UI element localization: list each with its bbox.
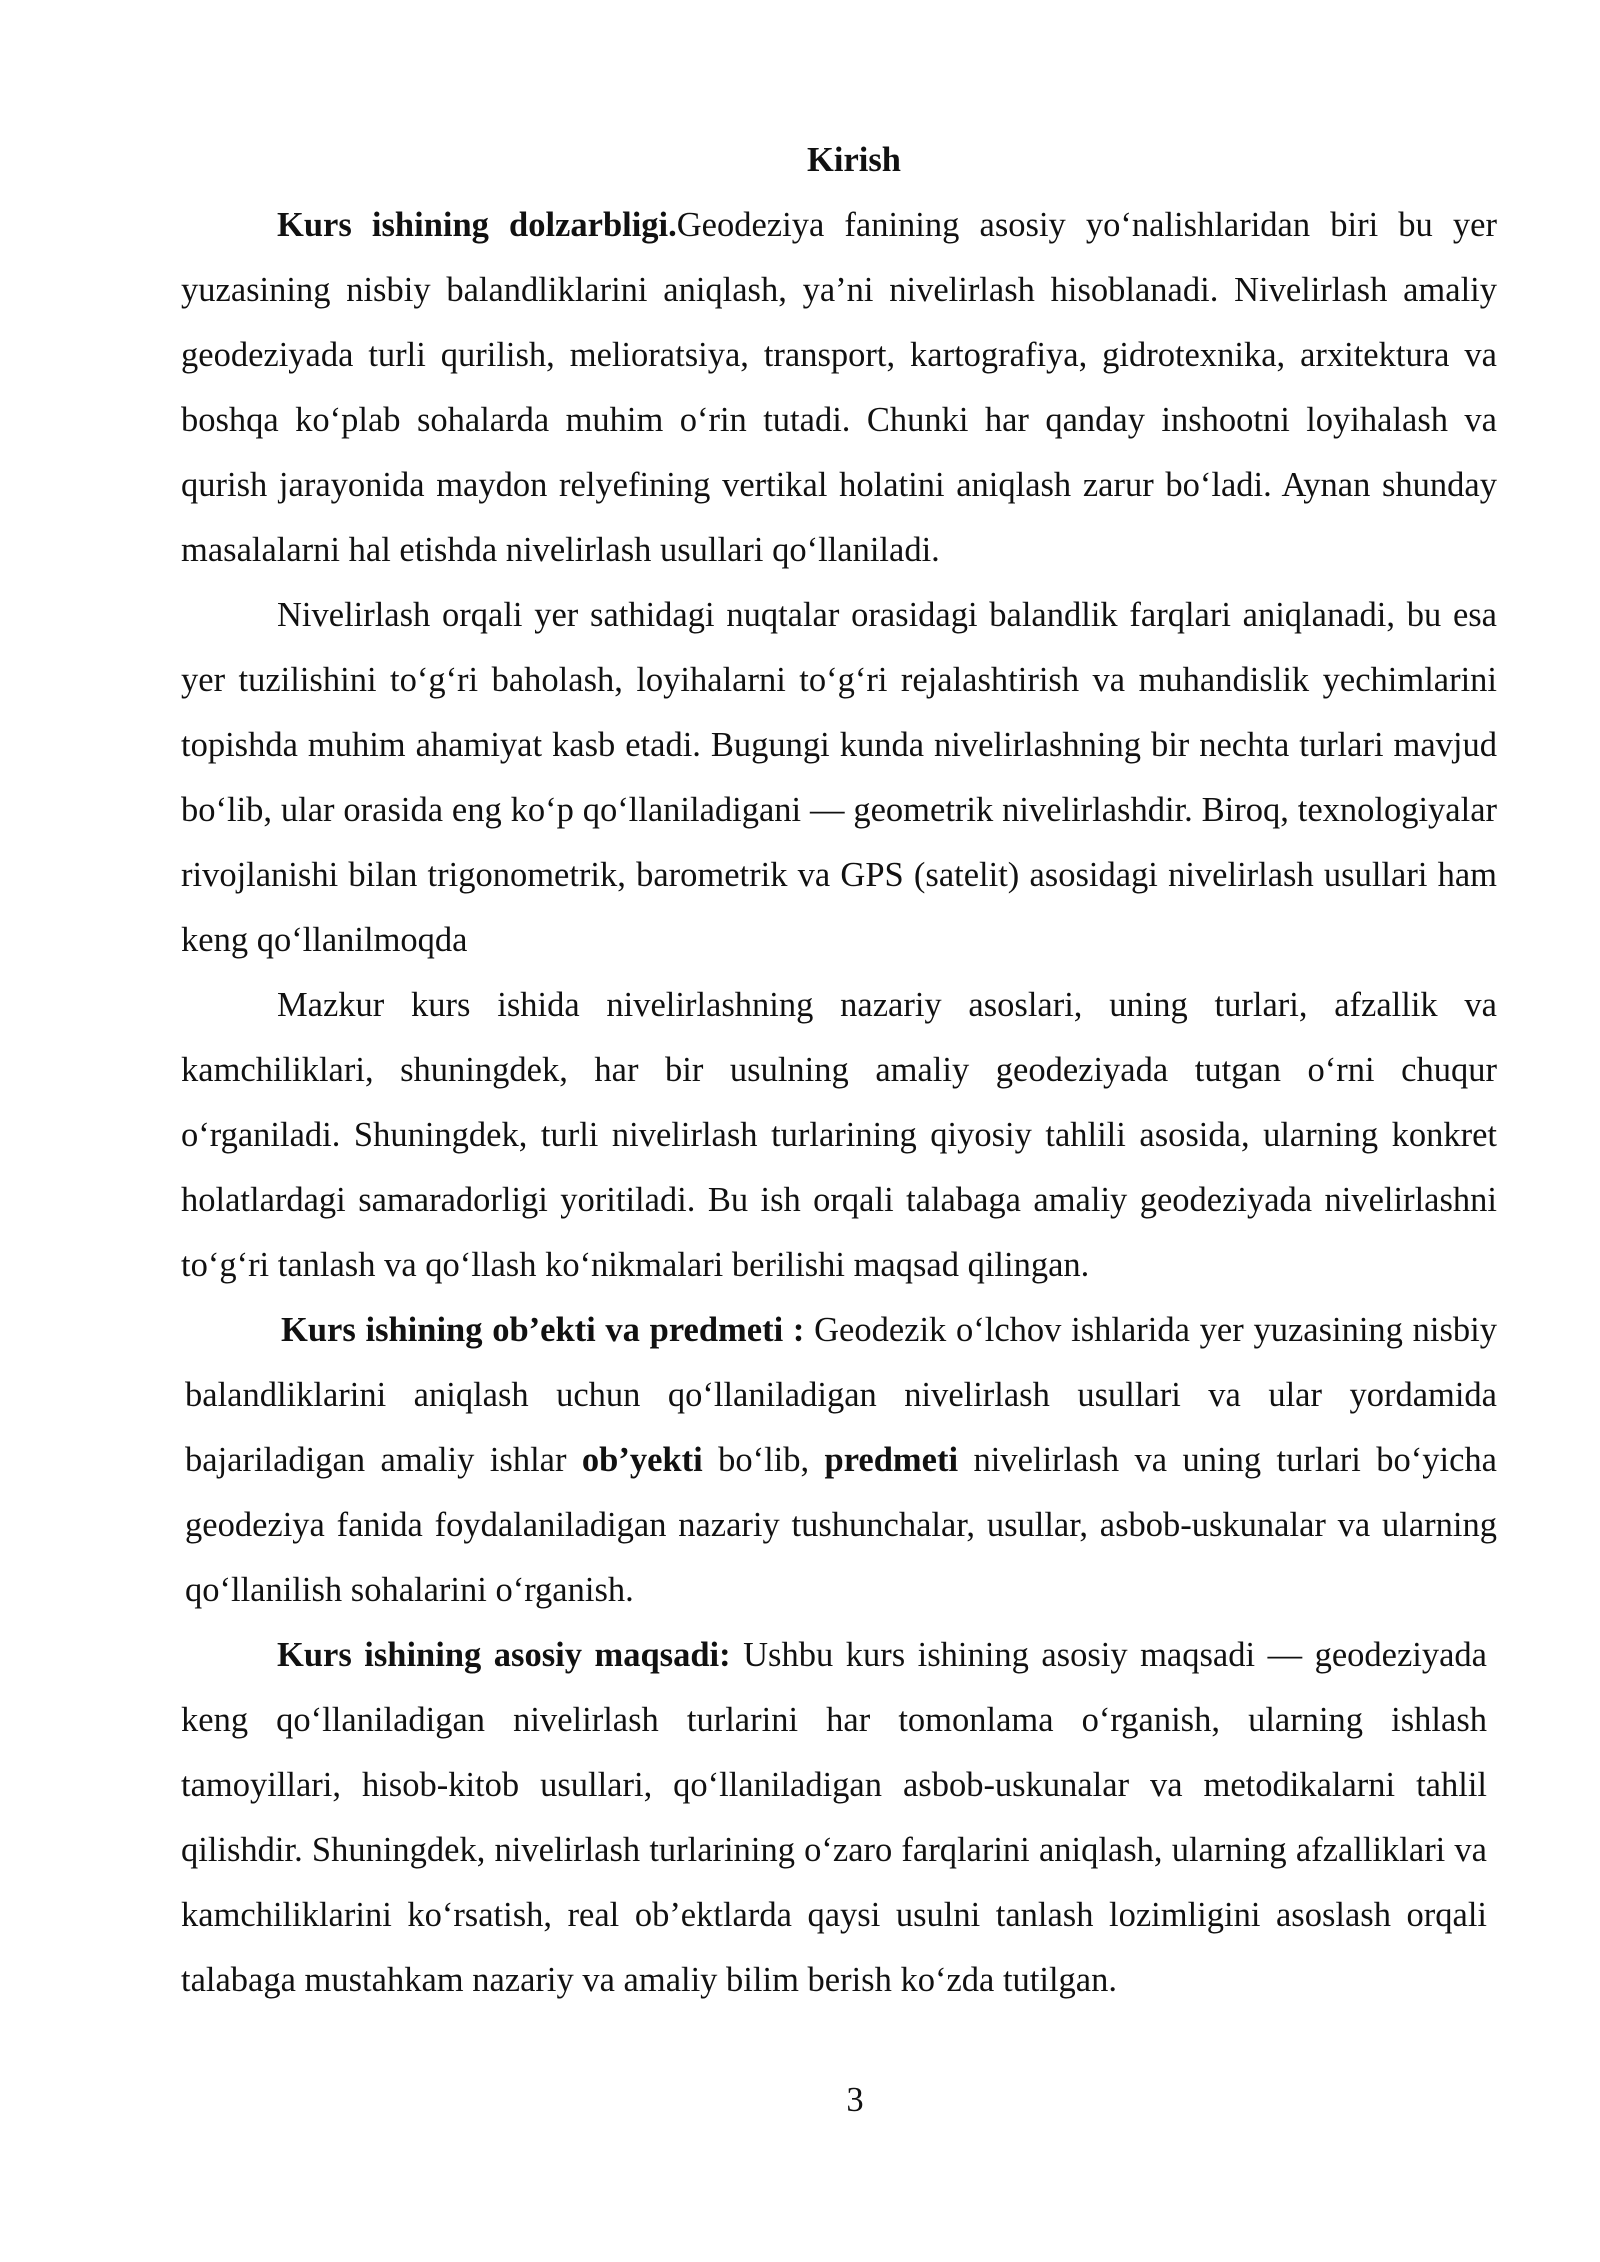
bold-term-object: ob’yekti bbox=[581, 1441, 703, 1479]
paragraph-object-subject bbox=[181, 1298, 1497, 1623]
paragraph-main-goal bbox=[181, 1623, 1487, 2013]
paragraph-text: Geodezik o‘lchov ishlarida yer yuzasining nisbiy balandliklarini aniqlash uchun qo‘llaniladigan nivelirlash usullari va ular yordamida bajariladigan amaliy ishlar bbox=[185, 1311, 1497, 1479]
page-content bbox=[181, 128, 1497, 2013]
paragraph-text: bo‘lib, bbox=[702, 1441, 825, 1479]
paragraph-text: Mazkur kurs ishida nivelirlashning nazariy asoslari, uning turlari, afzallik va kamchiliklari, shuningdek, har bir usulning amaliy geodeziyada tutgan o‘rni chuqur o‘rganiladi. Shuningdek, turli nivelirlash turlarining qiyosiy tahlili asosida, ularning konkret holatlardagi samaradorligi yoritiladi. Bu ish orqali talabaga amaliy geodeziyada nivelirlashni to‘g‘ri tanlash va qo‘llash ko‘nikmalari berilishi maqsad qilingan. bbox=[181, 986, 1497, 1284]
paragraph-relevance bbox=[181, 193, 1497, 583]
paragraph-text: Geodeziya fanining asosiy yo‘nalishlaridan biri bu yer yuzasining nisbiy balandliklarini aniqlash, ya’ni nivelirlash hisoblanadi. Nivelirlash amaliy geodeziyada turli qurilish, melioratsiya, transport, kartografiya, gidrotexnika, arxitektura va boshqa ko‘plab sohalarda muhim o‘rin tutadi. Chunki har qanday inshootni loyihalash va qurish jarayonida maydon relyefining vertikal holatini aniqlash zarur bo‘ladi. Aynan shunday masalalarni hal etishda nivelirlash usullari qo‘llaniladi. bbox=[181, 206, 1497, 569]
paragraph-text: Nivelirlash orqali yer sathidagi nuqtalar orasidagi balandlik farqlari aniqlanadi, bu esa yer tuzilishini to‘g‘ri baholash, loyihalarni to‘g‘ri rejalashtirish va muhandislik yechimlarini topishda muhim ahamiyat kasb etadi. Bugungi kunda nivelirlashning bir nechta turlari mavjud bo‘lib, ular orasida eng ko‘p qo‘llaniladigani — geometrik nivelirlashdir. Biroq, texnologiyalar rivojlanishi bilan trigonometrik, barometrik va GPS (satelit) asosidagi nivelirlash usullari ham keng qo‘llanilmoqda bbox=[181, 596, 1497, 959]
paragraph-leveling-methods bbox=[181, 583, 1497, 973]
paragraph-course-scope bbox=[181, 973, 1497, 1298]
paragraph-heading: Kurs ishining dolzarbligi. bbox=[277, 206, 677, 244]
paragraph-heading: Kurs ishining ob’ekti va predmeti : bbox=[281, 1311, 805, 1349]
paragraph-text: nivelirlash va uning turlari bo‘yicha geodeziya fanida foydalaniladigan nazariy tushunchalar, usullar, asbob-uskunalar va ularning qo‘llanilish sohalarini o‘rganish. bbox=[185, 1441, 1497, 1609]
page-number: 3 bbox=[846, 2081, 864, 2119]
paragraph-text: Ushbu kurs ishining asosiy maqsadi — geodeziyada keng qo‘llaniladigan nivelirlash turlarini har tomonlama o‘rganish, ularning ishlash tamoyillari, hisob-kitob usullari, qo‘llaniladigan asbob-uskunalar va metodikalarni tahlil qilishdir. Shuningdek, nivelirlash turlarining o‘zaro farqlarini aniqlash, ularning afzalliklari va kamchiliklarini ko‘rsatish, real ob’ektlarda qaysi usulni tanlash lozimligini asoslash orqali talabaga mustahkam nazariy va amaliy bilim berish ko‘zda tutilgan. bbox=[181, 1636, 1487, 1999]
page-title: Kirish bbox=[807, 141, 901, 179]
paragraph-heading: Kurs ishining asosiy maqsadi: bbox=[277, 1636, 731, 1674]
bold-term-subject: predmeti bbox=[824, 1441, 959, 1479]
